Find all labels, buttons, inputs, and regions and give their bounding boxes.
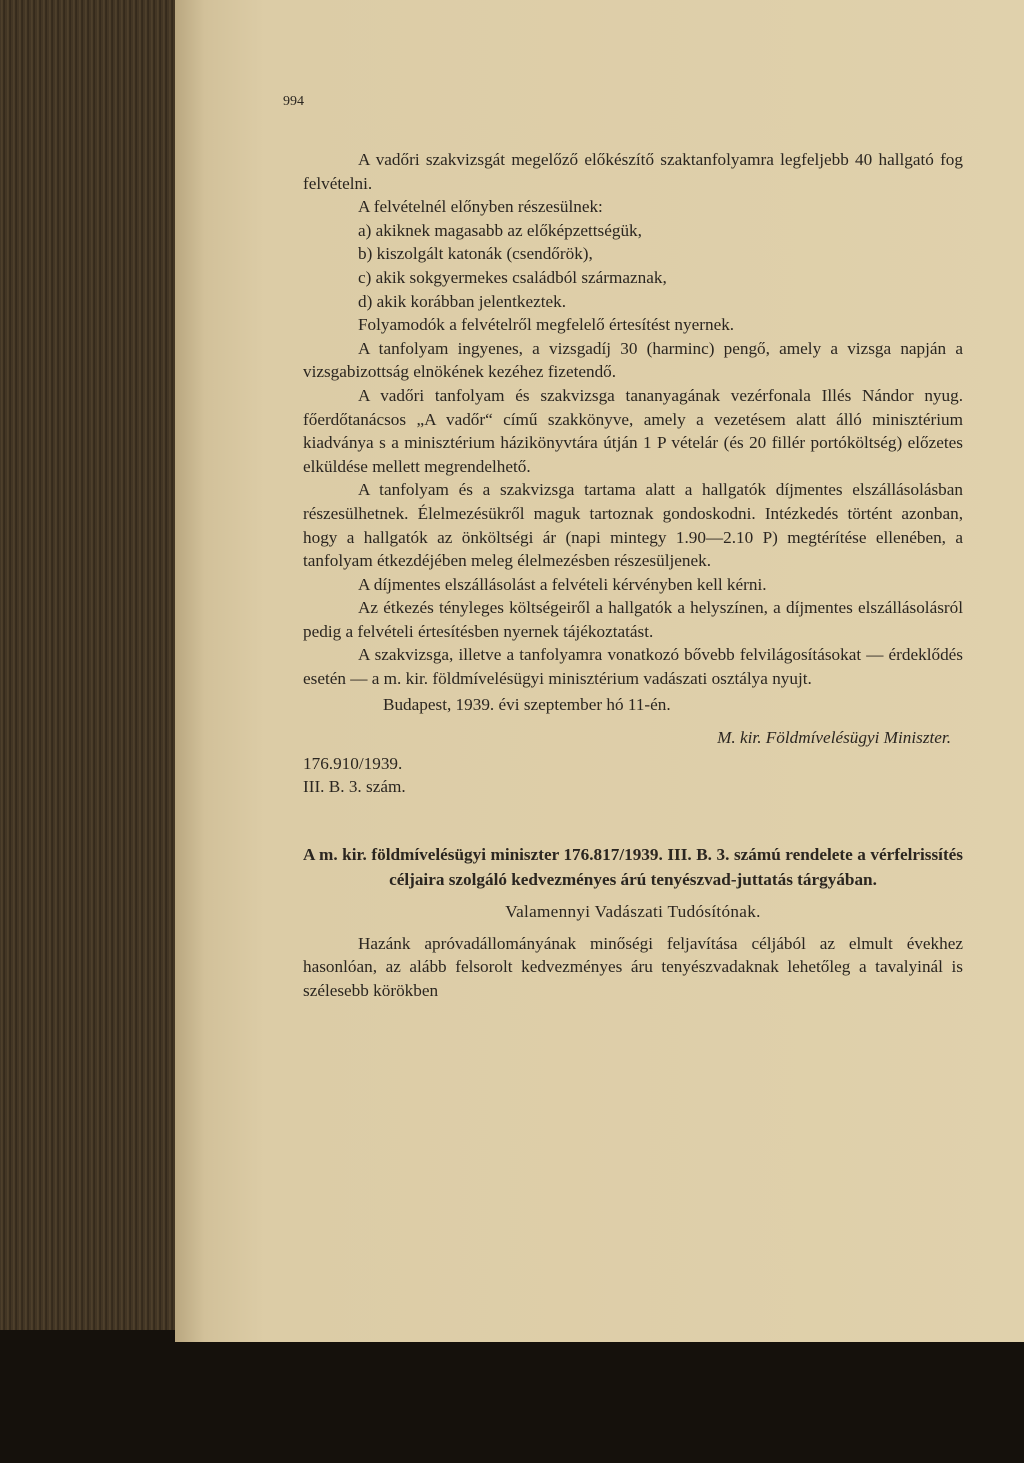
decree-body: Hazánk apróvadállományának minőségi feljavítása céljából az elmult évekhez hasonlóan, az alább felsorolt kedvezményes áru tenyészvadaknak lehetőleg a tavalyinál is szélesebb körökben [303,933,963,1000]
page-number: 994 [283,94,304,109]
paragraph-notification: Folyamodók a felvételről megfelelő értesítést nyernek. [358,315,735,335]
page-text [303,148,963,1002]
list-item: c) akik sokgyermekes családból származnak, [358,267,667,287]
paragraph-accommodation: A tanfolyam és a szakvizsga tartama alatt a hallgatók díjmentes elszállásolásban részesülhetnek. Élelmezésükről maguk tartoznak gondoskodni. Intézkedés történt azonban, hogy a hallgatók az önköltségi ár (napi mintegy 1.90—2.10 P) megtérítése ellenében, a tanfolyam étkezdéjében meleg élelmezésben részesüljenek. [303,480,963,571]
paragraph-textbook: A vadőri tanfolyam és szakvizsga tananyagának vezérfonala Illés Nándor nyug. főerdőtanácsos „A vadőr“ című szakkönyve, amely a vezetésem alatt álló minisztérium kiadványa s a minisztérium házikönyvtára útján 1 P vételár (és 20 fillér portóköltség) előzetes elküldése mellett megrendelhető. [303,385,963,476]
paragraph-enrollment-limit: A vadőri szakvizsgát megelőző előkészítő szaktanfolyamra legfeljebb 40 hallgató fog felvételni. [303,150,963,193]
section-gap [303,799,963,843]
addressee: Valamennyi Vadászati Tudósítónak. [505,902,761,922]
list-item: a) akiknek magasabb az előképzettségük, [358,220,642,240]
place-date: Budapest, 1939. évi szeptember hó 11-én. [383,694,671,714]
paragraph-meal-costs: Az étkezés tényleges költségeiről a hallgatók a helyszínen, a díjmentes elszállásolásról pedig a felvételi értesítésben nyernek tájékoztatást. [303,598,963,641]
decree-heading: A m. kir. földmívelésügyi miniszter 176.817/1939. III. B. 3. számú rendelete a vérfelrissítés céljaira szolgáló kedvezményes árú tenyészvad-juttatás tárgyában. [303,845,963,889]
paragraph-preference: A felvételnél előnyben részesülnek: [358,197,603,217]
paragraph-fee: A tanfolyam ingyenes, a vizsgadíj 30 (harminc) pengő, amely a vizsga napján a vizsgabizottság elnökének kezéhez fizetendő. [303,338,963,382]
reference-division: III. B. 3. szám. [303,777,406,797]
paragraph-request: A díjmentes elszállásolást a felvételi kérvényben kell kérni. [358,574,767,594]
signature: M. kir. Földmívelésügyi Miniszter. [717,728,951,748]
reference-number [303,752,963,799]
paragraph-information: A szakvizsga, illetve a tanfolyamra vonatkozó bővebb felvilágosításokat — érdeklődés esetén — a m. kir. földmívelésügyi minisztérium vadászati osztálya nyujt. [303,645,963,689]
background-shadow [0,1330,1024,1463]
book-page [175,0,1024,1342]
reference-file-number: 176.910/1939. [303,753,403,773]
list-item: b) kiszolgált katonák (csendőrök), [358,244,593,264]
list-item: d) akik korábban jelentkeztek. [358,291,567,311]
